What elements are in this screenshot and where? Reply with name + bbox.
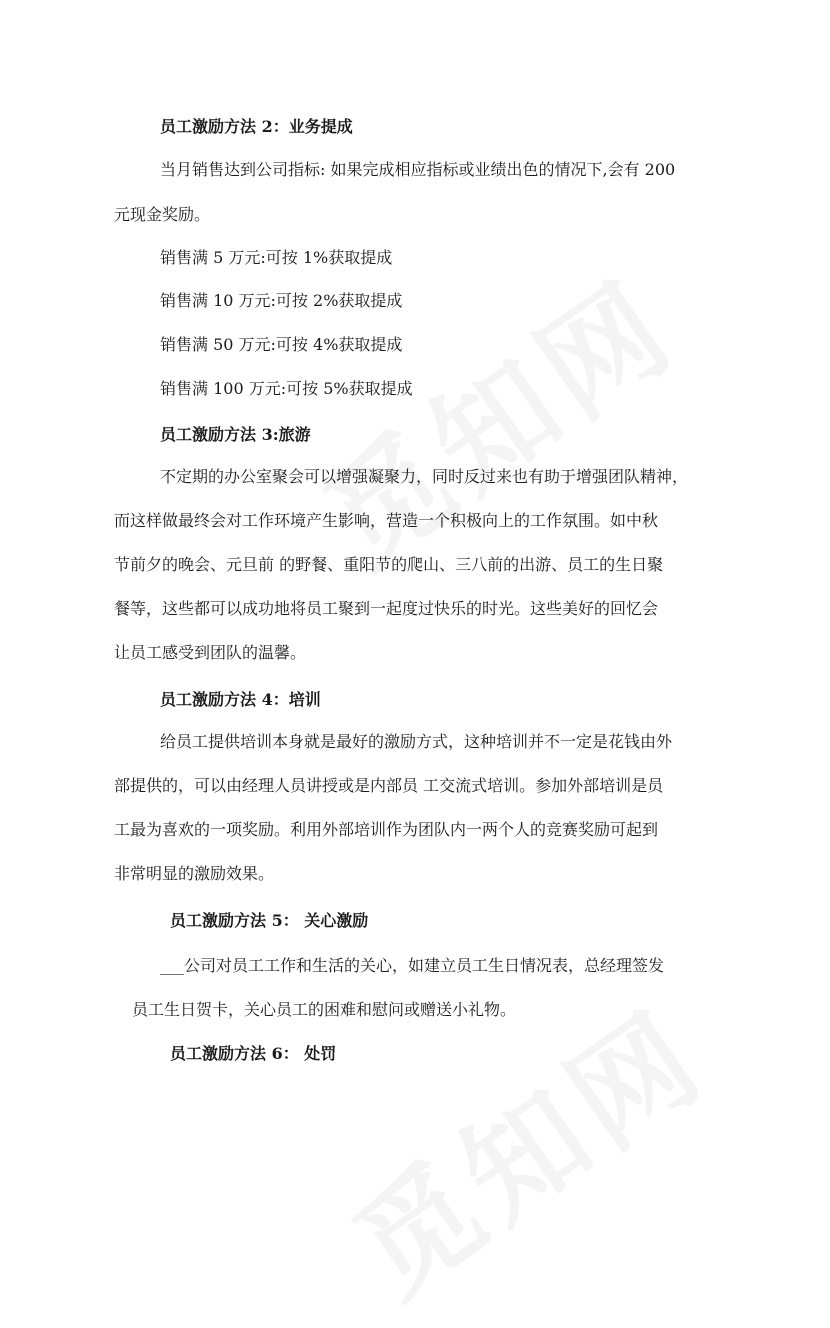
list-item: 销售满 5 万元:可按 1%获取提成: [160, 248, 393, 267]
paragraph-line: 部提供的，可以由经理人员讲授或是内部员 工交流式培训。参加外部培训是员: [114, 776, 664, 795]
list-item: 销售满 10 万元:可按 2%获取提成: [160, 291, 403, 310]
paragraph-line: 不定期的办公室聚会可以增强凝聚力，同时反过来也有助于增强团队精神，: [160, 467, 689, 486]
paragraph-line: 员工生日贺卡，关心员工的困难和慰问或赠送小礼物。: [132, 1000, 517, 1019]
paragraph-line: 工最为喜欢的一项奖励。利用外部培训作为团队内一两个人的竞赛奖励可起到: [114, 820, 659, 839]
paragraph-line: 节前夕的晚会、元旦前 的野餐、重阳节的爬山、三八前的出游、员工的生日聚: [114, 555, 664, 574]
paragraph-line: 让员工感受到团队的温馨。: [114, 643, 307, 662]
section-heading: 员工激励方法 2：业务提成: [160, 117, 353, 136]
paragraph-line: 餐等，这些都可以成功地将员工聚到一起度过快乐的时光。这些美好的回忆会: [114, 599, 659, 618]
paragraph-line: 元现金奖励。: [114, 205, 211, 224]
paragraph-line: ___公司对员工工作和生活的关心，如建立员工生日情况表，总经理签发: [160, 956, 665, 975]
list-item: 销售满 100 万元:可按 5%获取提成: [160, 379, 413, 398]
section-heading: 员工激励方法 5： 关心激励: [170, 911, 369, 930]
paragraph-line: 当月销售达到公司指标: 如果完成相应指标或业绩出色的情况下,会有 200: [160, 160, 676, 179]
paragraph-line: 给员工提供培训本身就是最好的激励方式，这种培训并不一定是花钱由外: [160, 732, 673, 751]
section-heading: 员工激励方法 6： 处罚: [170, 1044, 337, 1063]
paragraph-line: 非常明显的激励效果。: [114, 864, 275, 883]
section-heading: 员工激励方法 4：培训: [160, 690, 321, 709]
section-heading: 员工激励方法 3:旅游: [160, 425, 311, 444]
paragraph-line: 而这样做最终会对工作环境产生影响，营造一个积极向上的工作氛围。如中秋: [114, 511, 659, 530]
list-item: 销售满 50 万元:可按 4%获取提成: [160, 335, 403, 354]
